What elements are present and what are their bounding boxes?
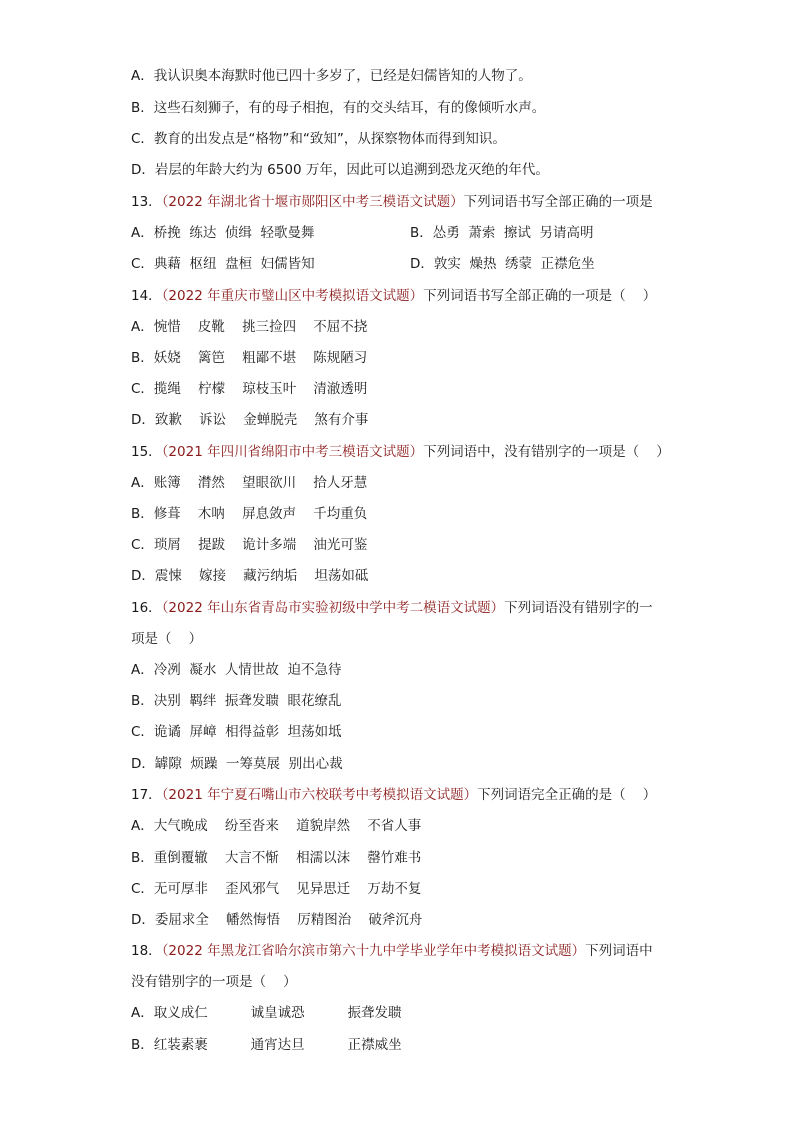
- option-c-prev: C．教育的出发点是“格物”和“致知”，从探察物体而得到知识。: [131, 131, 506, 147]
- question-text: 下列词语书写全部正确的一项是: [463, 194, 653, 210]
- q15-option-d: D．震悚 嫁接 藏污纳垢 坦荡如砥: [131, 568, 369, 584]
- question-18: [131, 942, 653, 960]
- option-b-prev: B．这些石刻狮子，有的母子相抱，有的交头结耳，有的像倾听水声。: [131, 100, 546, 116]
- question-source: （2022 年湖北省十堰市郧阳区中考三模语文试题）: [161, 194, 464, 210]
- q13-option-a: A．桥挽 练达 侦缉 轻歌曼舞: [131, 225, 315, 241]
- question-15: [131, 443, 670, 461]
- question-14: [131, 287, 656, 305]
- q13-option-d: D．敦实 燥热 绣蒙 正襟危坐: [410, 256, 595, 272]
- question-16: [131, 599, 653, 617]
- option-a-prev: A．我认识奥本海默时他已四十多岁了，已经是妇儒皆知的人物了。: [131, 68, 532, 84]
- q17-option-c: C．无可厚非 歪风邪气 见异思迁 万劫不复: [131, 881, 422, 897]
- question-source: （2022 年山东省青岛市实验初级中学中考二模语文试题）: [161, 600, 505, 616]
- question-number: 15．: [131, 444, 162, 460]
- q18-option-a: A．取义成仁 诚皇诚恐 振聋发聩: [131, 1005, 402, 1021]
- question-text: 下列词语没有错别字的一: [504, 600, 653, 616]
- question-text: 下列词语中，没有错别字的一项是（ ）: [423, 444, 670, 460]
- q16-option-a: A．冷冽 凝水 人情世故 迫不急待: [131, 662, 342, 678]
- q14-option-c: C．揽绳 柠檬 琼枝玉叶 清澈透明: [131, 381, 368, 397]
- q17-option-b: B．重倒覆辙 大言不惭 相濡以沫 罄竹难书: [131, 850, 422, 866]
- q14-option-a: A．惋惜 皮靴 挑三捡四 不屈不挠: [131, 319, 368, 335]
- q13-option-c: C．典藉 枢纽 盘桓 妇儒皆知: [131, 256, 315, 272]
- question-source: （2021 年宁夏石嘴山市六校联考中考模拟语文试题）: [161, 787, 478, 803]
- q16-option-d: D．罅隙 烦躁 一筹莫展 别出心裁: [131, 756, 343, 772]
- question-13: [131, 193, 653, 211]
- question-source: （2022 年黑龙江省哈尔滨市第六十九中学毕业学年中考模拟语文试题）: [161, 943, 586, 959]
- q18-option-b: B．红装素裹 通宵达旦 正襟威坐: [131, 1037, 402, 1053]
- q15-option-a: A．账簿 潸然 望眼欲川 拾人牙慧: [131, 475, 368, 491]
- question-source: （2021 年四川省绵阳市中考三模语文试题）: [161, 444, 424, 460]
- q17-option-a: A．大气晚成 纷至沓来 道貌岸然 不省人事: [131, 818, 422, 834]
- q13-option-b: B．怂勇 萧索 擦试 另请高明: [410, 225, 594, 241]
- question-number: 13．: [131, 194, 162, 210]
- q14-option-d: D．致歉 诉讼 金蝉脱壳 煞有介事: [131, 412, 369, 428]
- q14-option-b: B．妖娆 篱笆 粗鄙不堪 陈规陋习: [131, 350, 368, 366]
- q17-option-d: D．委屈求全 幡然悔悟 厉精图治 破斧沉舟: [131, 912, 423, 928]
- option-d-prev: D．岩层的年龄大约为 6500 万年，因此可以追溯到恐龙灭绝的年代。: [131, 162, 549, 178]
- question-text: 下列词语中: [585, 943, 653, 959]
- question-text: 下列词语完全正确的是（ ）: [477, 787, 657, 803]
- question-number: 14．: [131, 288, 162, 304]
- question-16-cont: 项是（ ）: [131, 631, 203, 647]
- q15-option-c: C．琐屑 提跋 诡计多端 油光可鉴: [131, 537, 368, 553]
- question-number: 17．: [131, 787, 162, 803]
- question-source: （2022 年重庆市璧山区中考模拟语文试题）: [161, 288, 424, 304]
- question-18-cont: 没有错别字的一项是（ ）: [131, 974, 297, 990]
- question-17: [131, 786, 656, 804]
- question-number: 18．: [131, 943, 162, 959]
- q16-option-b: B．决别 羁绊 振聋发聩 眼花缭乱: [131, 693, 342, 709]
- q16-option-c: C．诡谲 屏嶂 相得益彰 坦荡如坻: [131, 724, 342, 740]
- q15-option-b: B．修葺 木呐 屏息敛声 千均重负: [131, 506, 368, 522]
- question-text: 下列词语书写全部正确的一项是（ ）: [423, 288, 657, 304]
- question-number: 16．: [131, 600, 162, 616]
